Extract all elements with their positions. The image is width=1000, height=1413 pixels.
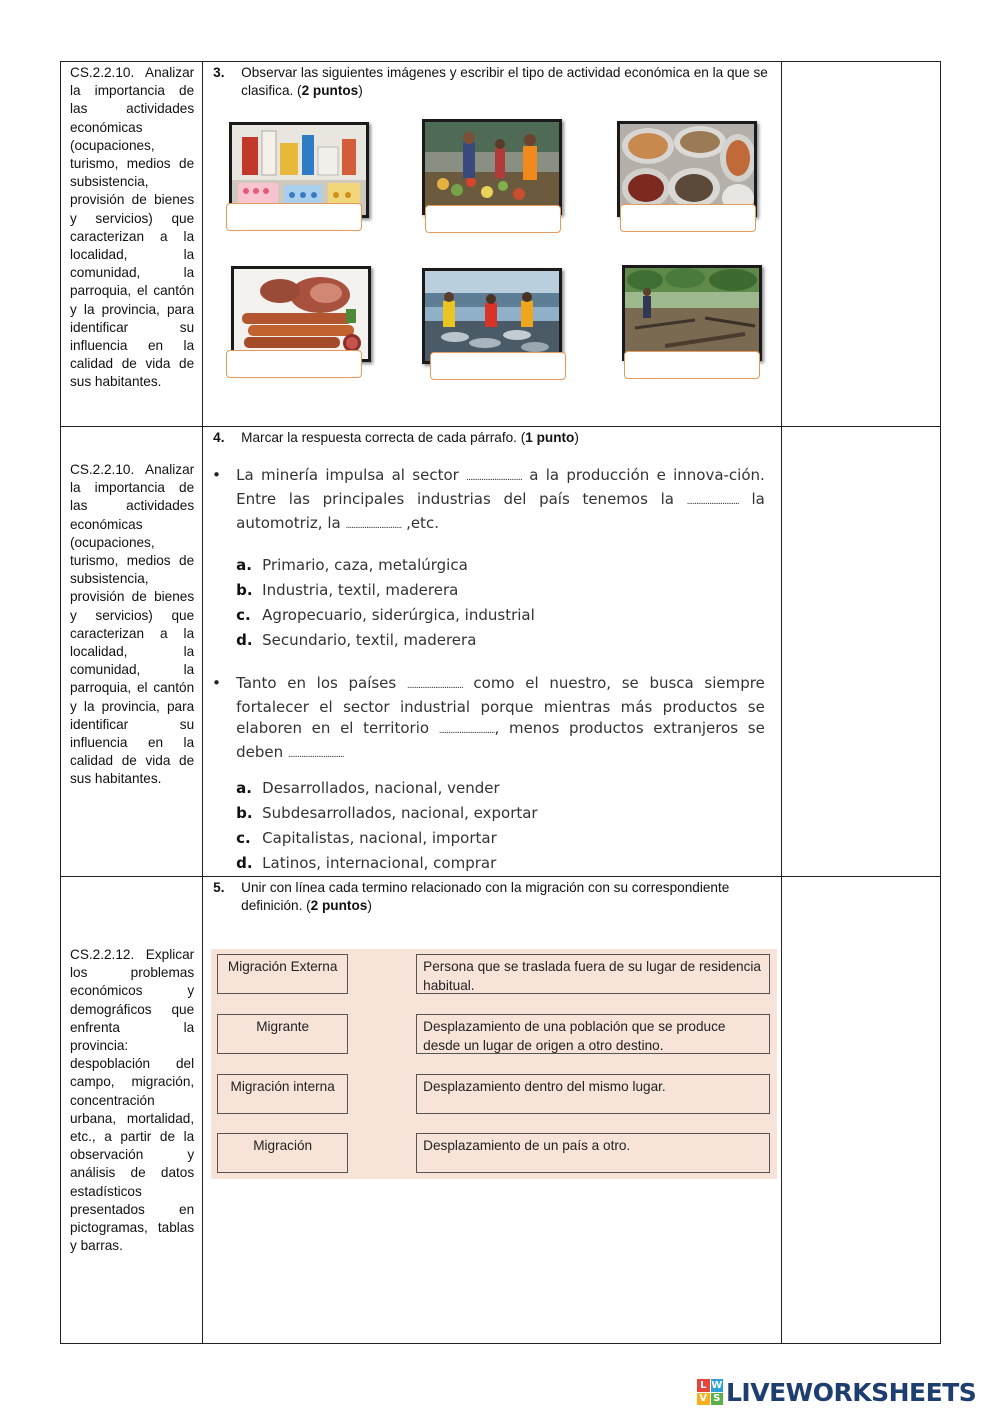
fishing-photo — [422, 268, 562, 364]
fill-in-paragraph-2: • Tanto en los países .............................. como el nuestro, se busca siempre fortalecer el sector industrial porque mientras más productos se elaboren en el territorio .............................., menos productos extranjeros se deben .............................. — [203, 673, 781, 766]
deforestation-illustration — [625, 268, 759, 358]
photo-grid — [203, 100, 781, 420]
matching-panel — [211, 949, 777, 1179]
question-points: 2 puntos — [310, 898, 368, 913]
skill-cell — [61, 62, 203, 427]
definition-box[interactable]: Persona que se traslada fuera de su lugar de residencia habitual. — [416, 954, 770, 994]
answer-box-1[interactable] — [226, 203, 362, 231]
skill-cell — [61, 427, 203, 877]
question-text: Marcar la respuesta correcta de cada párrafo. ( — [241, 430, 526, 445]
fill-in-paragraph-1: • La minería impulsa al sector .............................. a la producción e innova-ción. Entre las principales industrias del país tenemos la ............................ la automotriz, la .............................. ,etc. — [203, 465, 781, 537]
deforestation-photo — [622, 265, 762, 361]
term-box[interactable]: Migrante — [217, 1014, 348, 1054]
option-c[interactable]: c. Agropecuario, siderúrgica, industrial — [236, 606, 535, 624]
question-3-cell — [203, 62, 782, 427]
question-number: 4. — [213, 430, 225, 445]
question-text: Unir con línea cada termino relacionado con la migración con su correspondiente definición. ( — [241, 880, 730, 913]
definition-box[interactable]: Desplazamiento dentro del mismo lugar. — [416, 1074, 770, 1114]
row-question-5 — [61, 877, 941, 1344]
question-number: 5. — [213, 880, 225, 895]
definition-box[interactable]: Desplazamiento de una población que se produce desde un lugar de origen a otro destino. — [416, 1014, 770, 1054]
blank[interactable]: .............................. — [406, 681, 463, 691]
blank[interactable]: ............................ — [686, 497, 739, 507]
definition-box[interactable]: Desplazamiento de un país a otro. — [416, 1133, 770, 1173]
grade-cell — [781, 877, 940, 1344]
skill-text: CS.2.2.10. Analizar la importancia de las actividades económicas (ocupaciones, turismo, medios de subsistencia, provisión de bienes y servicios) que caracterizan a la localidad, la comunidad, la parroquia, el cantón y la provincia, para identificar su influencia en la calidad de vida de sus habitantes. — [70, 65, 195, 390]
term-box[interactable]: Migración — [217, 1133, 348, 1173]
logo-text: LIVEWORKSHEETS — [726, 1377, 977, 1407]
question-3-title: 3. Observar las siguientes imágenes y escribir el tipo de actividad económica en la que se clasifica. (2 puntos) — [213, 65, 768, 98]
logo-badge-icon: L W V S — [697, 1379, 723, 1405]
blank[interactable]: .............................. — [287, 750, 344, 760]
option-d[interactable]: d. Latinos, internacional, comprar — [236, 854, 497, 872]
blank[interactable]: .............................. — [438, 726, 495, 736]
question-points: 2 puntos — [301, 83, 359, 98]
answer-box-5[interactable] — [430, 352, 566, 380]
blank[interactable]: .............................. — [345, 521, 402, 531]
term-box[interactable]: Migración Externa — [217, 954, 348, 994]
sausages-illustration — [234, 269, 368, 359]
fishing-illustration — [425, 271, 559, 361]
liveworksheets-logo — [697, 1377, 976, 1407]
canned-fish-illustration — [620, 124, 754, 214]
medicines-illustration — [232, 125, 366, 215]
term-box[interactable]: Migración interna — [217, 1074, 348, 1114]
question-text: Observar las siguientes imágenes y escribir el tipo de actividad económica en la que se clasifica. ( — [241, 65, 768, 98]
grade-cell — [781, 62, 940, 427]
answer-box-4[interactable] — [226, 350, 362, 378]
skill-text: CS.2.2.10. Analizar la importancia de las actividades económicas (ocupaciones, turismo, medios de subsistencia, provisión de bienes y servicios) que caracterizan a la localidad, la comunidad, la parroquia, el cantón y la provincia, para identificar su influencia en la calidad de vida de sus habitantes. — [70, 462, 195, 787]
question-4-title: 4. Marcar la respuesta correcta de cada párrafo. (1 punto) — [213, 430, 579, 445]
answer-box-3[interactable] — [620, 204, 756, 232]
option-b[interactable]: b. Industria, textil, maderera — [236, 581, 459, 599]
question-4-cell — [203, 427, 782, 877]
option-c[interactable]: c. Capitalistas, nacional, importar — [236, 829, 497, 847]
answer-box-6[interactable] — [624, 351, 760, 379]
question-5-cell — [203, 877, 782, 1344]
worksheet-table — [60, 61, 941, 1344]
canned-fish-photo — [617, 121, 757, 217]
question-5-title: 5. Unir con línea cada termino relacionado con la migración con su correspondiente definición. (2 puntos) — [213, 880, 730, 913]
question-number: 3. — [213, 65, 225, 80]
sausages-photo — [231, 266, 371, 362]
option-a[interactable]: a. Primario, caza, metalúrgica — [236, 556, 468, 574]
option-a[interactable]: a. Desarrollados, nacional, vender — [236, 779, 500, 797]
question-points: 1 punto — [525, 430, 575, 445]
skill-text: CS.2.2.12. Explicar los problemas económicos y demográficos que enfrenta la provincia: despoblación del campo, migración, concentración urbana, mortalidad, etc., a partir de la observación y análisis de datos estadísticos presentados en pictogramas, tablas y barras. — [70, 947, 195, 1254]
skill-cell — [61, 877, 203, 1344]
market-photo — [422, 119, 562, 215]
options-list-1 — [203, 553, 781, 653]
row-question-3 — [61, 62, 941, 427]
option-d[interactable]: d. Secundario, textil, maderera — [236, 631, 477, 649]
answer-box-2[interactable] — [425, 205, 561, 233]
row-question-4 — [61, 427, 941, 877]
blank[interactable]: .............................. — [466, 473, 522, 483]
option-b[interactable]: b. Subdesarrollados, nacional, exportar — [236, 804, 538, 822]
market-illustration — [425, 122, 559, 212]
options-list-2 — [203, 776, 781, 876]
grade-cell — [781, 427, 940, 877]
